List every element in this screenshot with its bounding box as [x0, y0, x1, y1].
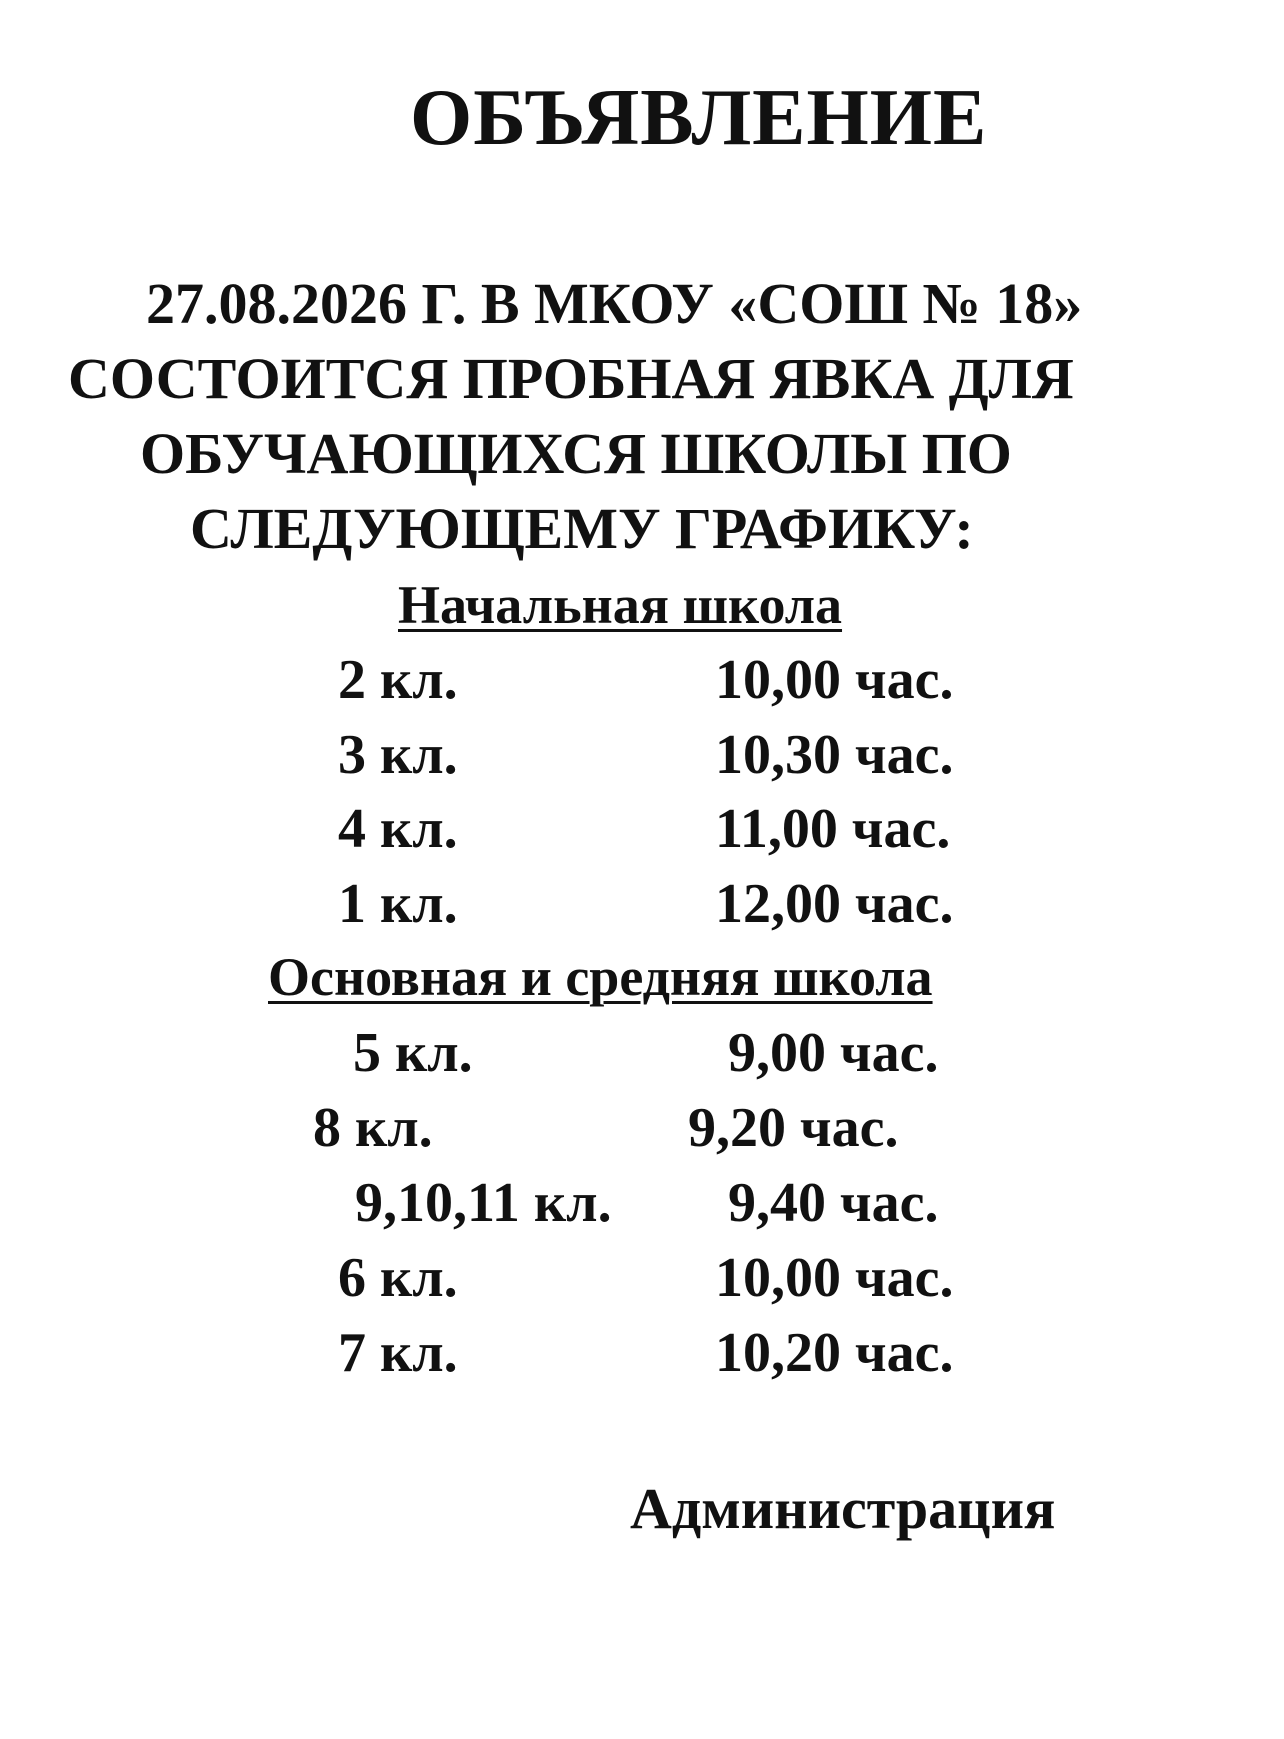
time-label: 10,20 час. — [715, 1322, 954, 1384]
signature: Администрация — [630, 1476, 1056, 1541]
intro-line-4: СЛЕДУЮЩЕМУ ГРАФИКУ: — [190, 496, 974, 561]
time-label: 10,00 час. — [715, 1247, 954, 1309]
page-title: ОБЪЯВЛЕНИЕ — [410, 74, 988, 162]
class-label: 5 кл. — [353, 1022, 473, 1084]
intro-line-1: 27.08.2026 Г. В МКОУ «СОШ № 18» — [146, 271, 1083, 336]
time-label: 10,00 час. — [715, 649, 954, 711]
class-label: 6 кл. — [338, 1247, 458, 1309]
secondary-school-heading: Основная и средняя школа — [268, 947, 933, 1007]
primary-school-heading: Начальная школа — [398, 575, 843, 635]
class-label: 4 кл. — [338, 798, 458, 860]
time-label: 11,00 час. — [715, 798, 951, 860]
class-label: 1 кл. — [338, 873, 458, 935]
class-label: 7 кл. — [338, 1322, 458, 1384]
class-label: 3 кл. — [338, 724, 458, 786]
time-label: 9,40 час. — [728, 1172, 939, 1234]
time-label: 9,20 час. — [688, 1097, 899, 1159]
time-label: 10,30 час. — [715, 724, 954, 786]
intro-line-2: СОСТОИТСЯ ПРОБНАЯ ЯВКА ДЛЯ — [68, 346, 1074, 411]
intro-line-3: ОБУЧАЮЩИХСЯ ШКОЛЫ ПО — [140, 421, 1012, 486]
time-label: 9,00 час. — [728, 1022, 939, 1084]
class-label: 9,10,11 кл. — [355, 1172, 612, 1234]
class-label: 8 кл. — [313, 1097, 433, 1159]
class-label: 2 кл. — [338, 649, 458, 711]
time-label: 12,00 час. — [715, 873, 954, 935]
